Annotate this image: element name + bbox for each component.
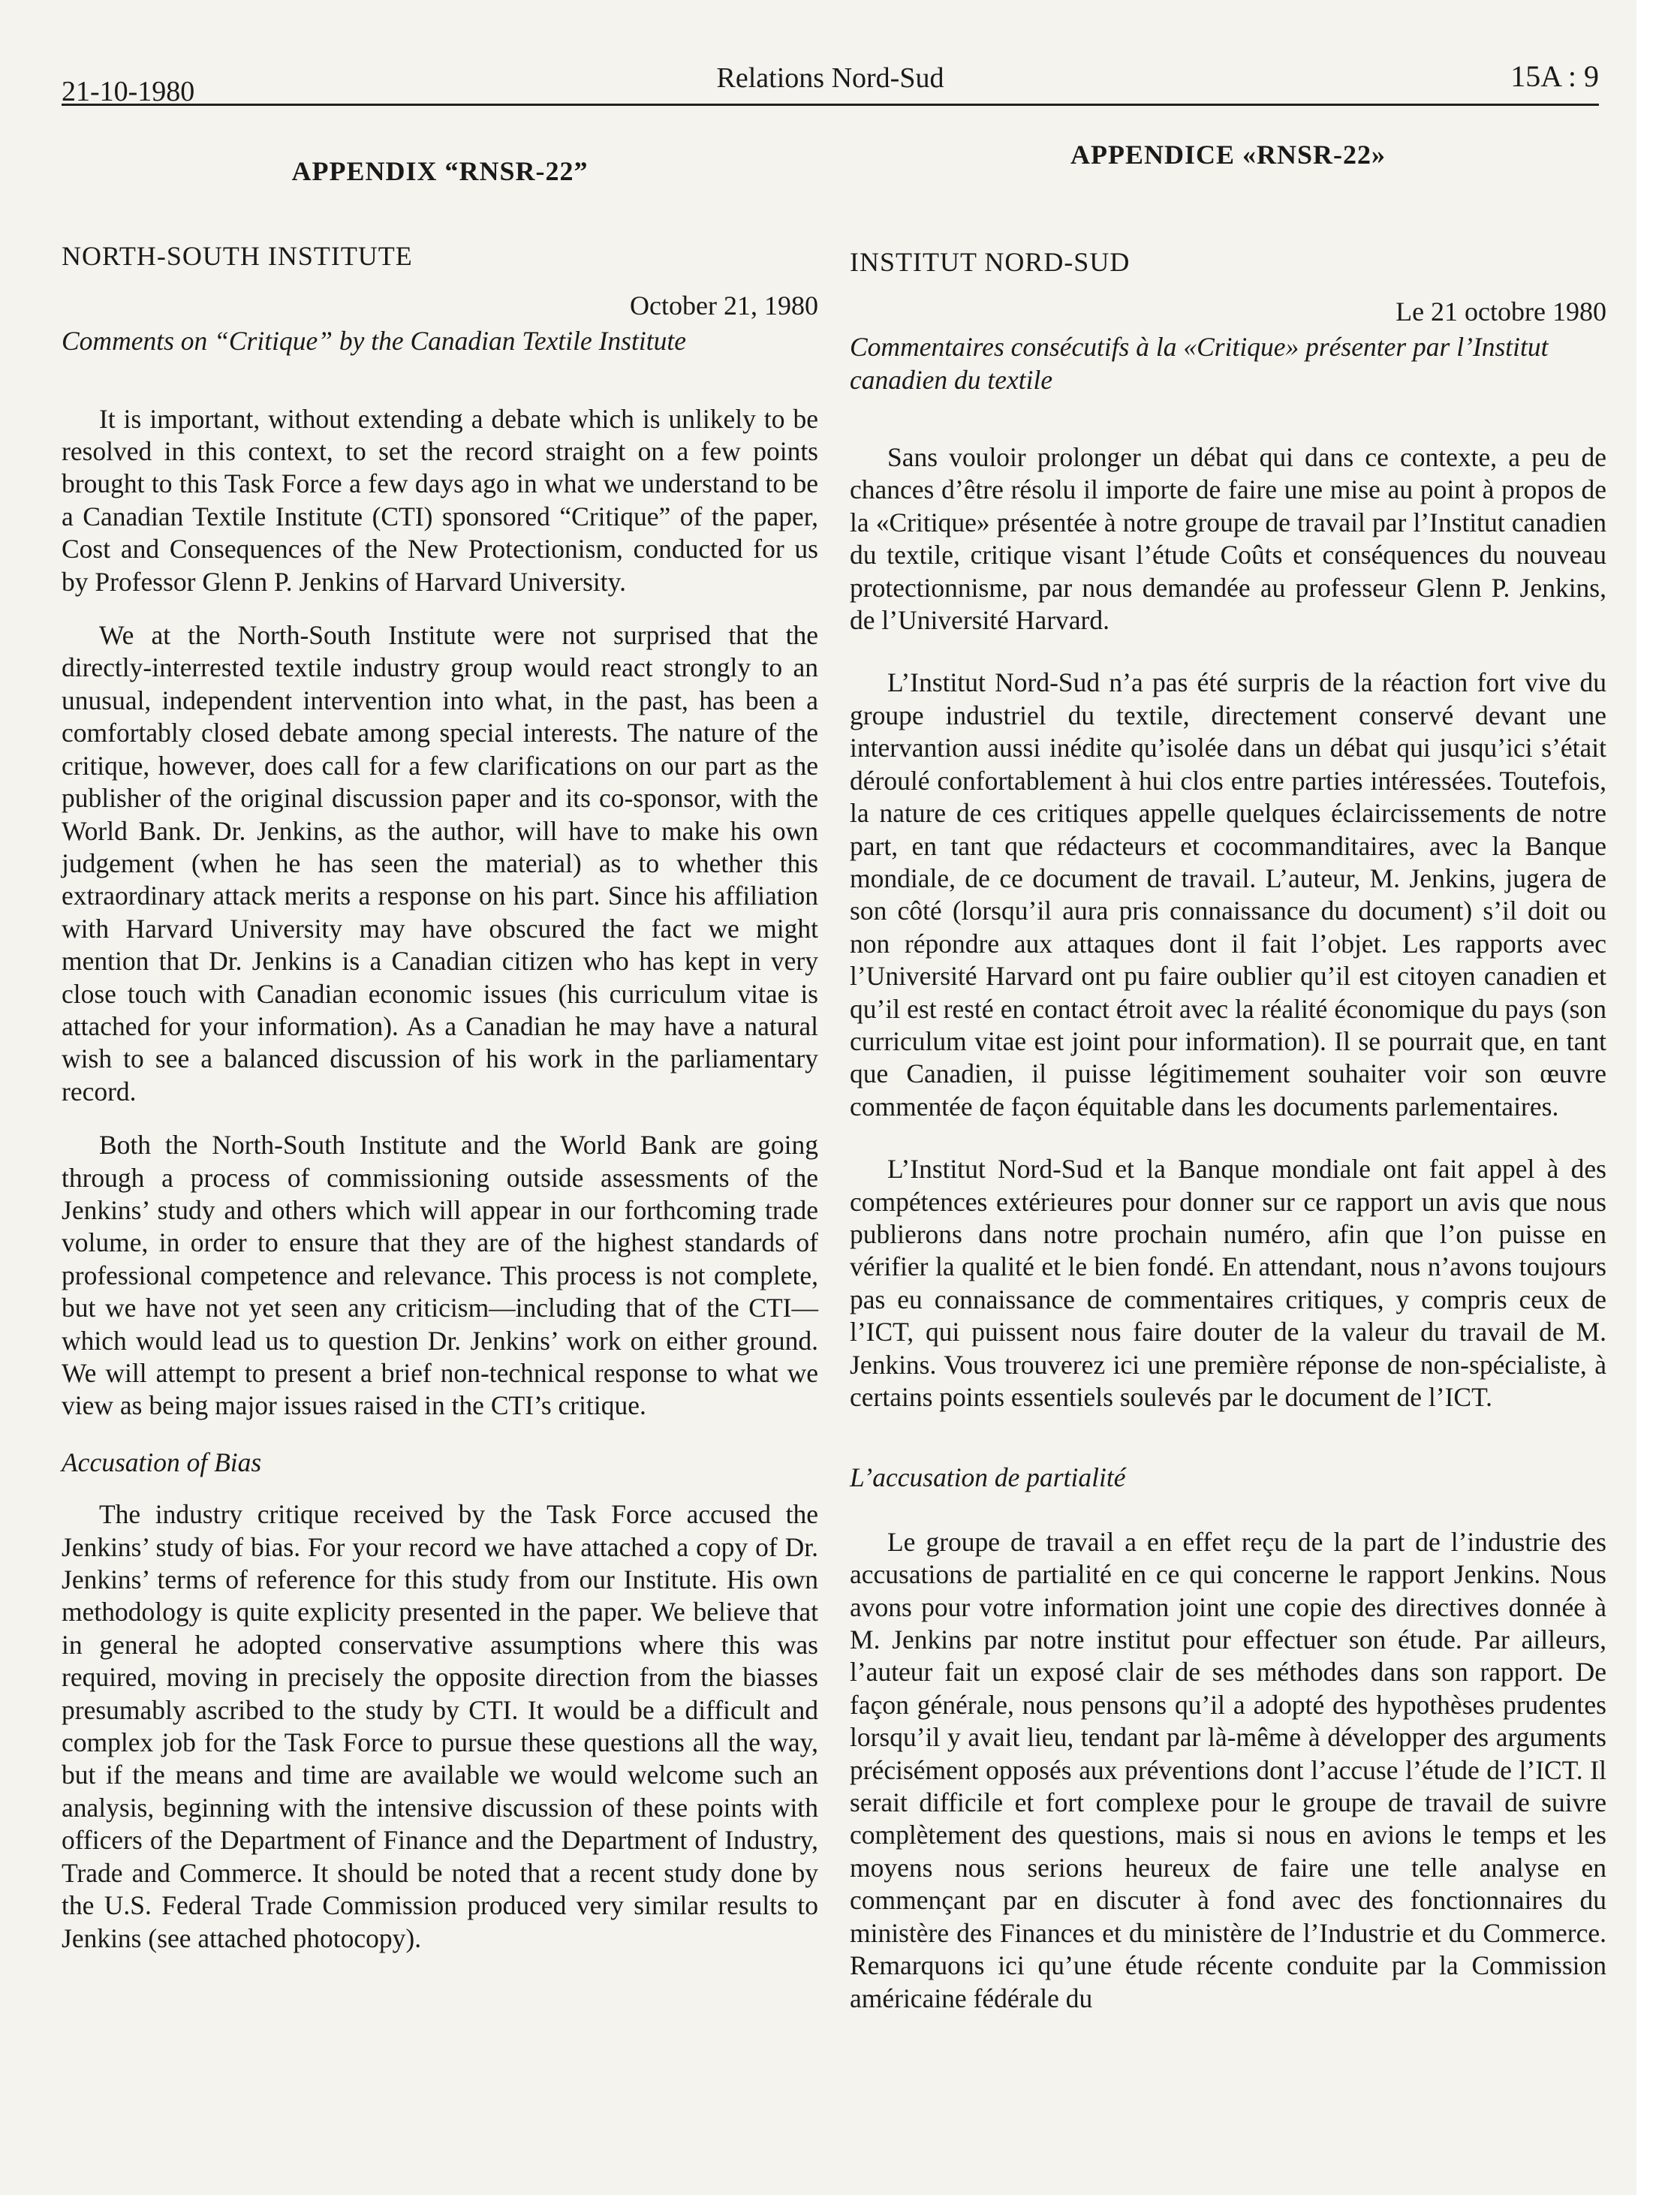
letter-date-en: October 21, 1980 <box>630 290 818 321</box>
paragraph-en-2: We at the North-South Institute were not surprised that the directly-interrested textile industry group would react strongly to an unusual, independent intervention into what, in the past, has been a comfortably closed debate among special interests. The nature of the critique, however, does call for a few clarifications on our part as the publisher of the original discussion paper and its co-sponsor, with the World Bank. Dr. Jenkins, as the author, will have to make his own judgement (when he has seen the material) as to whether this extraordinary attack merits a response on his part. Since his affiliation with Harvard University may have obscured the fact we might mention that Dr. Jenkins is a Canadian citizen who has kept in very close touch with Canadian economic issues (his curriculum vitae is attached for your information). As a Canadian he may have a natural wish to see a balanced discussion of his work in the parliamentary record. <box>62 620 818 1107</box>
appendix-title-fr: APPENDICE «RNSR-22» <box>1070 140 1386 170</box>
header-date: 21-10-1980 <box>62 76 195 107</box>
paragraph-fr-4: Le groupe de travail a en effet reçu de la part de l’industrie des accusations de partialité en ce qui concerne le rapport Jenkins. Nous avons pour votre information joint une copie des directives donnée à M. Jenkins par notre institut pour effectuer son étude. Par ailleurs, l’auteur fait un exposé clair de ses méthodes dans son rapport. De façon générale, nous pensons qu’il a adopté des hypothèses prudentes lorsqu’il y avait lieu, tendant par là-même à développer des arguments précisément opposés aux préventions dont l’accuse l’étude de l’ICT. Il serait difficile et fort complexe pour le groupe de travail de suivre complètement des questions, mais si nous en avions le temps et les moyens nous serions heureux de faire une telle analyse en commençant par en discuter à fond avec des fonctionnaires du ministère des Finances et du ministère de l’Industrie et du Commerce. Remarquons ici qu’une étude récente conduite par la Commission américaine fédérale du <box>850 1526 1606 2013</box>
page-number: 15A : 9 <box>1510 59 1599 93</box>
comment-title-fr: Commentaires consécutifs à la «Critique» présenter par l’Institut canadien du textile <box>850 332 1549 395</box>
paragraph-fr-2: L’Institut Nord-Sud n’a pas été surpris de la réaction fort vive du groupe industriel du textile, directement conservé devant une intervantion aussi inédite qu’isolée dans un débat qui jusqu’ici s’était déroulé confortablement à hui clos entre parties intéressées. Toutefois, la nature de ces critiques appelle quelques éclaircissements de notre part, en tant que rédacteurs et cocommanditaires, avec la Banque mondiale, de ce document de travail. L’auteur, M. Jenkins, jugera de son côté (lorsqu’il aura pris connaissance du document) s’il doit ou non répondre aux attaques dont il fait l’objet. Les rapports avec l’Université Harvard ont pu faire oublier qu’il est citoyen canadien et qu’il est resté en contact étroit avec la réalité économique du pays (son curriculum vitae est joint pour information). Il se pourrait que, en tant que Canadien, il puisse légitimement souhaiter voir son œuvre commentée de façon équitable dans les documents parlementaires. <box>850 667 1606 1122</box>
paragraph-fr-3: L’Institut Nord-Sud et la Banque mondiale ont fait appel à des compétences extérieures pour donner sur ce rapport un avis que nous publierons dans notre prochain numéro, afin que l’on puisse en vérifier la qualité et le bien fondé. En attendant, nous n’avons toujours pas eu connaissance de commentaires critiques, y compris ceux de l’ICT, qui puissent nous faire douter de la valeur du travail de M. Jenkins. Vous trouverez ici une première réponse de non-spécialiste, à certains points essentiels soulevés par le document de l’ICT. <box>850 1154 1606 1412</box>
running-title: Relations Nord-Sud <box>716 62 944 94</box>
page-header <box>62 59 1599 106</box>
subheading-fr: L’accusation de partialité <box>850 1462 1126 1493</box>
french-column <box>850 139 1606 2045</box>
paragraph-en-3: Both the North-South Institute and the World Bank are going through a process of commissioning outside assessments of the Jenkins’ study and others which will appear in our forthcoming trade volume, in order to ensure that they are of the highest standards of professional competence and relevance. This process is not complete, but we have not yet seen any criticism—including that of the CTI—which would lead us to question Dr. Jenkins’ work on either ground. We will attempt to present a brief non-technical response to what we view as being major issues raised in the CTI’s critique. <box>62 1130 818 1421</box>
english-column <box>62 139 818 1976</box>
appendix-title-en: APPENDIX “RNSR-22” <box>291 156 589 186</box>
paragraph-en-1: It is important, without extending a debate which is unlikely to be resolved in this context, to set the record straight on a few points brought to this Task Force a few days ago in what we understand to be a Canadian Textile Institute (CTI) sponsored “Critique” of the paper, Cost and Consequences of the New Protectionism, conducted for us by Professor Glenn P. Jenkins of Harvard University. <box>62 403 818 597</box>
subheading-en: Accusation of Bias <box>62 1447 262 1477</box>
institute-name-en: NORTH-SOUTH INSTITUTE <box>62 241 413 272</box>
page-edge <box>1636 0 1680 2195</box>
comment-title-en: Comments on “Critique” by the Canadian Textile Institute <box>62 326 686 357</box>
institute-name-fr: INSTITUT NORD-SUD <box>850 247 1131 278</box>
paragraph-fr-1: Sans vouloir prolonger un débat qui dans ce contexte, a peu de chances d’être résolu il importe de faire une mise au point à propos de la «Critique» présentée à notre groupe de travail par l’Institut canadien du textile, critique visant l’étude Coûts et conséquences du nouveau protectionnisme, par nous demandée au professeur Glenn P. Jenkins, de l’Université Harvard. <box>850 442 1606 636</box>
letter-date-fr: Le 21 octobre 1980 <box>1395 296 1606 327</box>
paragraph-en-4: The industry critique received by the Task Force accused the Jenkins’ study of bias. For your record we have attached a copy of Dr. Jenkins’ terms of reference for this study from our Institute. His own methodology is quite explicity presented in the paper. We believe that in general he adopted conservative assumptions where this was required, moving in precisely the opposite direction from the biasses presumably ascribed to the study by CTI. It would be a difficult and complex job for the Task Force to pursue these questions all the way, but if the means and time are available we would welcome such an analysis, beginning with the intensive discussion of these points with officers of the Department of Finance and the Department of Industry, Trade and Commerce. It should be noted that a recent study done by the U.S. Federal Trade Commission produced very similar results to Jenkins (see attached photocopy). <box>62 1499 818 1953</box>
